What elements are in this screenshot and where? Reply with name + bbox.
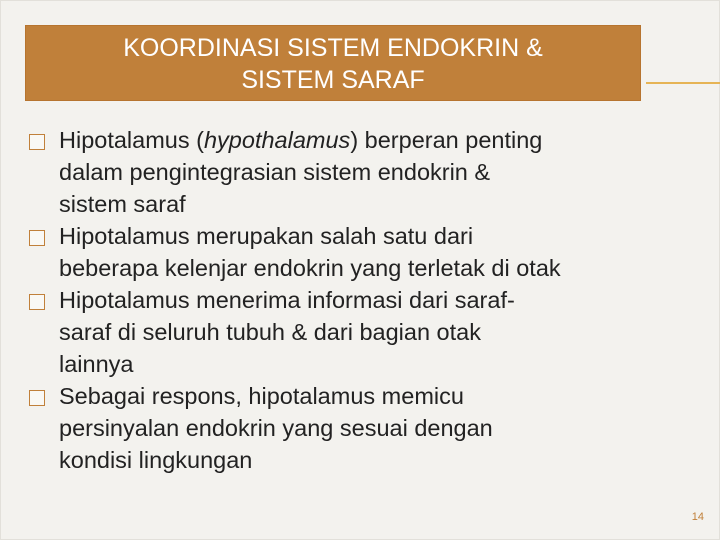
square-bullet-icon [29,390,45,406]
bullet-item [28,380,708,476]
bullet-item [28,124,708,220]
slide-title: KOORDINASI SISTEM ENDOKRIN & SISTEM SARAF [123,34,543,94]
page-number: 14 [691,511,704,523]
square-bullet-icon [29,230,45,246]
bullet-text: Hipotalamus merupakan salah satu dari beberapa kelenjar endokrin yang terletak di otak [59,223,561,281]
bullet-item [28,284,708,380]
title-banner [26,26,640,100]
bullet-text: Hipotalamus (hypothalamus) berperan penting dalam pengintegrasian sistem endokrin & sistem saraf [59,127,543,217]
square-bullet-icon [29,294,45,310]
bullet-list [28,124,708,476]
bullet-text: Hipotalamus menerima informasi dari saraf- saraf di seluruh tubuh & dari bagian otak lainnya [59,287,515,377]
bullet-item [28,220,708,284]
bullet-text: Sebagai respons, hipotalamus memicu persinyalan endokrin yang sesuai dengan kondisi lingkungan [59,383,493,473]
square-bullet-icon [29,134,45,150]
title-accent-rule [646,82,720,84]
